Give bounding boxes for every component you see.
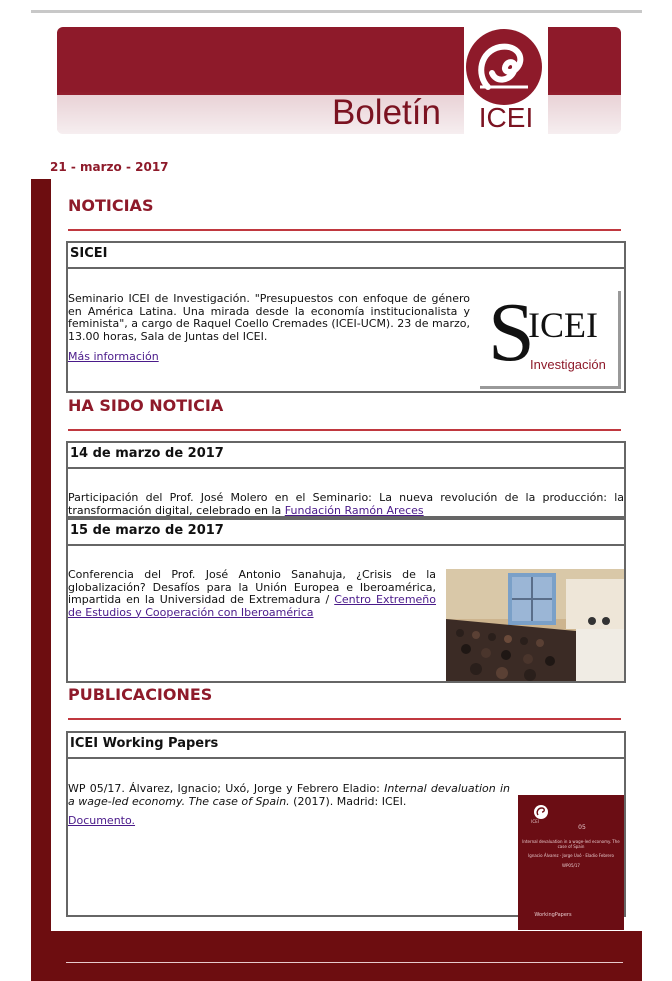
mas-informacion-link[interactable]: Más información <box>68 350 159 363</box>
wp-cover-authors: Ignacio Álvarez · Jorge Uxó · Eladio Febrero <box>528 853 614 858</box>
conference-photo <box>446 569 624 681</box>
left-side-bar <box>31 179 51 981</box>
wp-cover-wp: WP05/17 <box>562 863 580 868</box>
card-header: SICEI <box>68 243 624 269</box>
wp-cover-brand: WorkingPapers <box>534 912 572 918</box>
working-papers-card <box>66 731 626 917</box>
wp-cover-title: Internal devaluation in a wage-led economy. The case of Spain <box>522 839 620 849</box>
documento-link[interactable]: Documento. <box>68 814 136 827</box>
section-rule <box>68 229 621 231</box>
issue-date: 21 - marzo - 2017 <box>50 160 169 174</box>
wp-text-end: (2017). Madrid: ICEI. <box>289 794 407 808</box>
wp-text-plain: WP 05/17. Álvarez, Ignacio; Uxó, Jorge y Febrero Eladio: <box>68 782 385 795</box>
sicei-image-s: S <box>488 286 535 379</box>
wp-text-title: Internal devaluation in a wage-led economy. The case of Spain. <box>68 782 510 808</box>
centro-extremeno-link[interactable]: Centro Extremeño de Estudios y Cooperación con Iberoamérica <box>68 593 437 619</box>
section-title-ha-sido-noticia: HA SIDO NOTICIA <box>68 396 224 415</box>
wp-cover-number: 05 <box>578 824 586 831</box>
card-header: 15 de marzo de 2017 <box>68 520 624 546</box>
sicei-image-icei: ICEI <box>528 305 598 345</box>
news2-text-body: Conferencia del Prof. José Antonio Sanahuja, ¿Crisis de la globalización? Desafíos para la Unión Europea e Iberoamérica, impartida en la Universidad de Extremadura / <box>68 568 436 606</box>
news-card-15-marzo <box>66 518 626 683</box>
card-header: ICEI Working Papers <box>68 733 624 759</box>
banner-title: Boletín <box>332 93 441 132</box>
section-title-noticias: NOTICIAS <box>68 196 154 215</box>
top-divider <box>31 10 642 13</box>
news-card-14-marzo <box>66 441 626 518</box>
wp-text <box>68 783 510 808</box>
news1-text-body: Participación del Prof. José Molero en el Seminario: La nueva revolución de la producción: la transformación digital, celebrado en la <box>68 491 624 517</box>
section-rule <box>68 429 621 431</box>
footer-bar <box>51 931 642 981</box>
swan-logo-icon <box>466 29 542 105</box>
sicei-image-sub: Investigación <box>530 357 606 372</box>
swan-logo-icon <box>534 805 548 819</box>
header-banner <box>57 27 621 134</box>
icei-logo <box>464 27 548 134</box>
wp-link-wrap <box>68 815 135 828</box>
sicei-text: Seminario ICEI de Investigación. "Presupuestos con enfoque de género en América Latina. Una mirada desde la economía institucionalista y feminista", a cargo de Raquel Coello Cremades (ICEI-UCM). 23 de marzo, 13.00 horas, Sala de Juntas del ICEI. <box>68 292 470 343</box>
logo-text: ICEI <box>478 102 534 133</box>
news1-text <box>68 492 624 517</box>
working-paper-cover <box>518 795 624 930</box>
sicei-card <box>66 241 626 393</box>
sicei-image <box>480 286 621 389</box>
section-rule <box>68 718 621 720</box>
card-header: 14 de marzo de 2017 <box>68 443 624 469</box>
fundacion-ramon-areces-link[interactable]: Fundación Ramón Areces <box>284 503 424 517</box>
news2-text <box>68 569 436 619</box>
wp-cover-logo-text: ICEI <box>531 819 539 824</box>
section-title-publicaciones: PUBLICACIONES <box>68 685 213 704</box>
sicei-link-wrap <box>68 351 159 364</box>
footer-rule <box>66 962 623 963</box>
